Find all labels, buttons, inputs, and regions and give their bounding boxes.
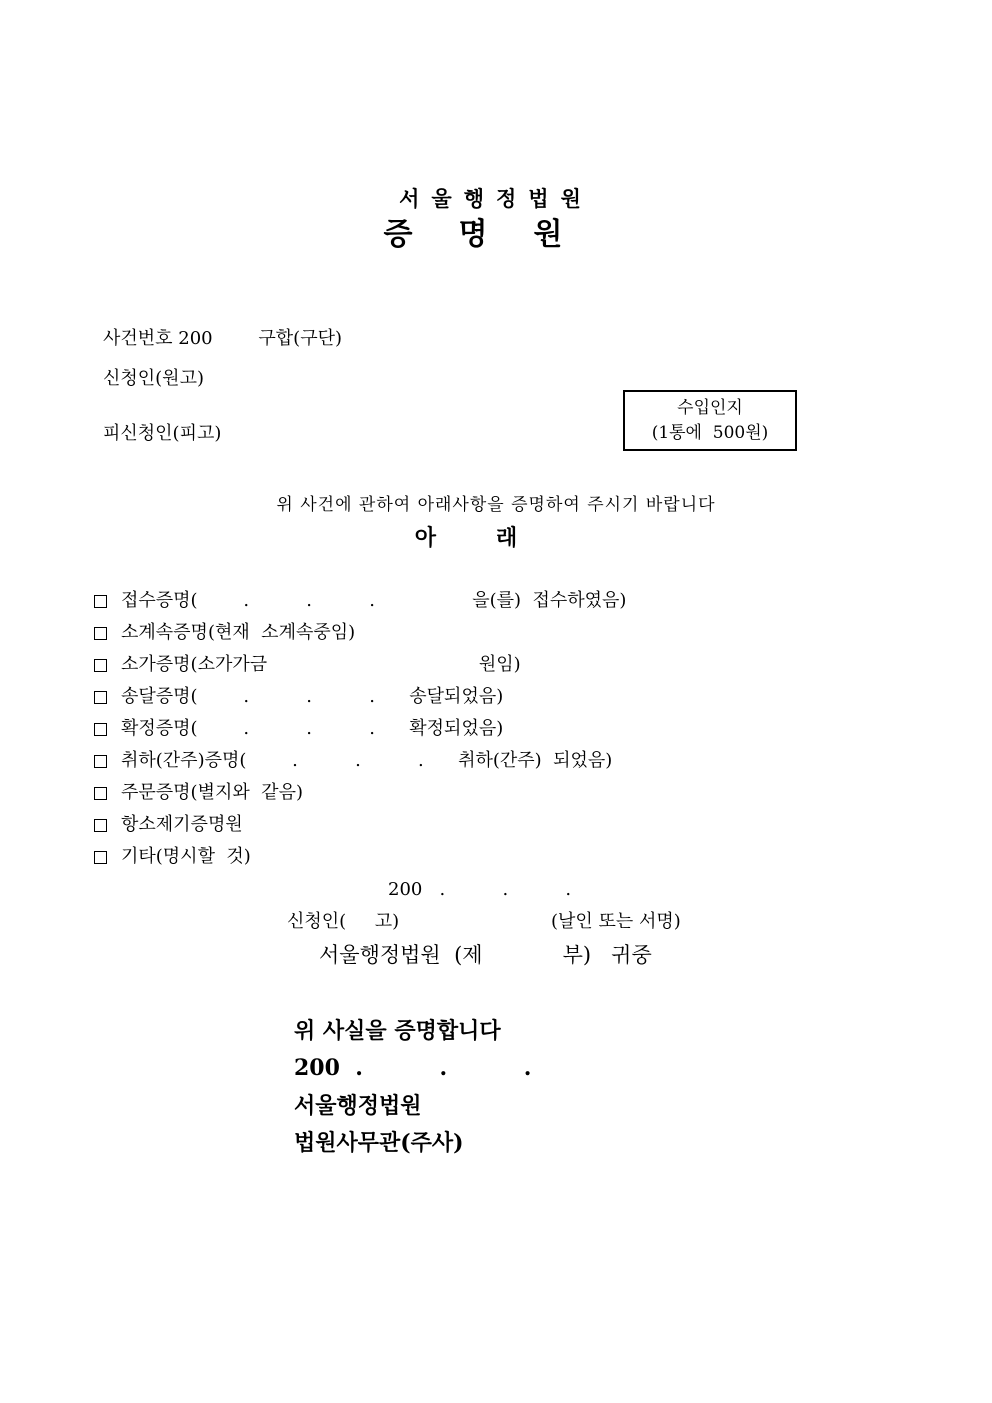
checklist-item[interactable]: [94, 848, 251, 866]
checkbox-icon[interactable]: [94, 787, 107, 800]
checklist-label: 소계속증명(현재 소계속중임): [121, 622, 356, 643]
stamp-line-1: 수입인지: [677, 397, 743, 418]
checkbox-icon[interactable]: [94, 819, 107, 832]
checklist-item[interactable]: [94, 592, 626, 610]
checklist-item[interactable]: [94, 688, 503, 706]
checklist-item[interactable]: [94, 720, 503, 738]
checklist-label: 항소제기증명원: [121, 814, 243, 835]
checklist-item[interactable]: [94, 656, 521, 674]
checklist-item[interactable]: [94, 784, 303, 802]
below-heading: 아래: [414, 525, 578, 551]
document-title: 증명원: [383, 217, 609, 252]
seal-note: (날인 또는 서명): [551, 911, 681, 932]
applicant-signature: 신청인( 고): [287, 911, 400, 932]
certifying-officer: 법원사무관(주사): [294, 1130, 464, 1156]
checklist-item[interactable]: [94, 816, 243, 834]
case-number-field: 사건번호 200 구합(구단): [103, 328, 342, 349]
checklist-label: 접수증명( . . . 을(를) 접수하였음): [121, 590, 627, 611]
checklist-label: 기타(명시할 것): [121, 846, 251, 867]
revenue-stamp-box: [623, 390, 797, 451]
checklist-label: 주문증명(별지와 같음): [121, 782, 303, 803]
checklist-label: 소가증명(소가가금 원임): [121, 654, 521, 675]
application-date: 200 . . .: [388, 879, 572, 900]
certification-statement: 위 사실을 증명합니다: [294, 1018, 501, 1044]
checklist-label: 취하(간주)증명( . . . 취하(간주) 되었음): [121, 750, 613, 771]
checklist-label: 확정증명( . . . 확정되었음): [121, 718, 504, 739]
checkbox-icon[interactable]: [94, 755, 107, 768]
checklist-item[interactable]: [94, 752, 612, 770]
respondent-field: 피신청인(피고): [103, 423, 222, 444]
addressee: 서울행정법원 (제 부) 귀중: [319, 943, 652, 967]
checkbox-icon[interactable]: [94, 627, 107, 640]
request-statement: 위 사건에 관하여 아래사항을 증명하여 주시기 바랍니다: [276, 495, 716, 515]
checkbox-icon[interactable]: [94, 723, 107, 736]
checklist-label: 송달증명( . . . 송달되었음): [121, 686, 504, 707]
checklist-item[interactable]: [94, 624, 355, 642]
checkbox-icon[interactable]: [94, 851, 107, 864]
court-header: 서울행정법원: [399, 186, 593, 211]
checkbox-icon[interactable]: [94, 659, 107, 672]
stamp-line-2: (1통에 500원): [651, 422, 769, 443]
checkbox-icon[interactable]: [94, 691, 107, 704]
checkbox-icon[interactable]: [94, 595, 107, 608]
certification-date: 200 . . .: [294, 1055, 532, 1081]
certifying-court: 서울행정법원: [294, 1093, 422, 1119]
applicant-field: 신청인(원고): [103, 368, 204, 389]
